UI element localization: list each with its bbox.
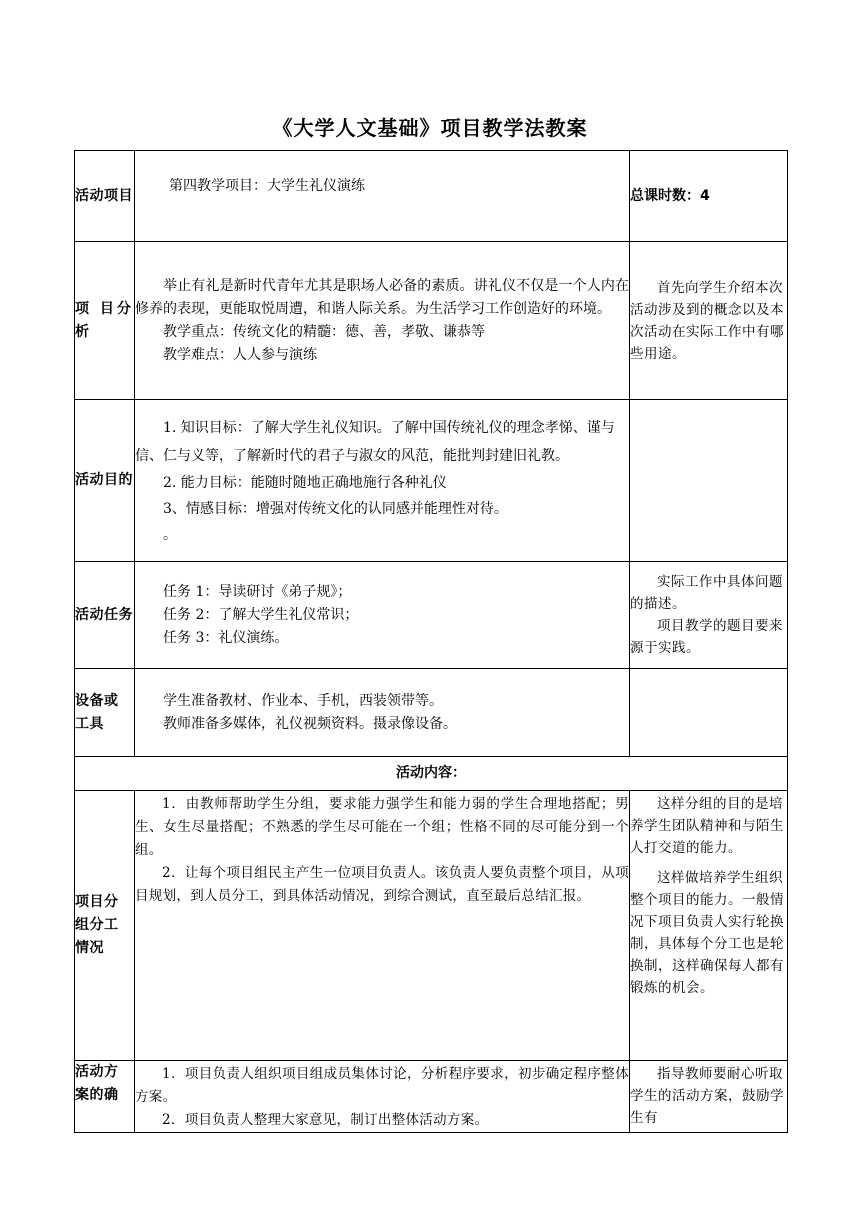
- total-hours-label: 总课时数：4: [630, 187, 710, 204]
- task-item: 任务 2：了解大学生礼仪常识；: [163, 606, 359, 623]
- note-text: 指导教师要耐心听取学生的活动方案，鼓励学生有: [630, 1066, 784, 1126]
- total-hours: [630, 151, 788, 242]
- row-label: 活动方案的确: [75, 1061, 135, 1133]
- row-plan: [75, 1061, 788, 1133]
- grouping-note: [630, 791, 788, 1061]
- knowledge-goal: 1. 知识目标：了解大学生礼仪知识。了解中国传统礼仪的理念孝悌、谨与信、仁与义等，了解新时代的君子与淑女的风范，能批判封建旧礼教。: [135, 419, 615, 464]
- row-label: 活动项目: [75, 151, 135, 242]
- note-text: 这样做培养学生组织整个项目的能力。一般情况下项目负责人实行轮换制，具体每个分工也是轮换制，这样确保每人都有锻炼的机会。: [630, 870, 784, 996]
- equipment-item: 教师准备多媒体，礼仪视频资料。摄录像设备。: [163, 715, 457, 732]
- row-equipment: [75, 669, 788, 757]
- tasks-content: [135, 562, 630, 669]
- note-text: 这样分组的目的是培养学生团队精神和与陌生人打交道的能力。: [630, 796, 784, 856]
- activity-content-header: 活动内容：: [75, 757, 788, 791]
- row-label: 活动任务: [75, 562, 135, 669]
- tasks-note: [630, 562, 788, 669]
- plan-step: 1．项目负责人组织项目组成员集体讨论，分析程序要求，初步确定程序整体方案。: [135, 1066, 629, 1105]
- teaching-focus: 教学重点：传统文化的精髓：德、善，孝敬、谦恭等: [163, 323, 485, 340]
- emotion-goal: 3、情感目标：增强对传统文化的认同感并能理性对待。: [163, 500, 508, 517]
- project-content: [135, 151, 630, 242]
- trailing-mark: 。: [163, 526, 177, 543]
- purpose-note: [630, 400, 788, 562]
- page-title: 《大学人文基础》项目教学法教案: [272, 116, 588, 140]
- row-label: 设备或工具: [75, 669, 135, 757]
- note-text: 项目教学的题目要来源于实践。: [630, 618, 783, 656]
- analysis-content: [135, 242, 630, 400]
- row-activity-purpose: [75, 400, 788, 562]
- row-label: 活动目的: [75, 400, 135, 562]
- plan-note: [630, 1061, 788, 1133]
- plan-content: [135, 1061, 630, 1133]
- equipment-content: [135, 669, 630, 757]
- row-label: 项 目分析: [75, 242, 135, 400]
- plan-step: 2．项目负责人整理大家意见，制订出整体活动方案。: [162, 1112, 489, 1128]
- grouping-content: [135, 791, 630, 1061]
- ability-goal: 2. 能力目标：能随时随地正确地施行各种礼仪: [163, 474, 447, 491]
- row-activity-tasks: [75, 562, 788, 669]
- equipment-note: [630, 669, 788, 757]
- grouping-step: 2．让每个项目组民主产生一位项目负责人。该负责人要负责整个项目，从项目规划，到人员分工，到具体活动情况，到综合测试，直至最后总结汇报。: [135, 865, 629, 904]
- row-activity-project: [75, 151, 788, 242]
- task-item: 任务 1：导读研讨《弟子规》；: [163, 583, 352, 600]
- note-text: 实际工作中具体问题的描述。: [630, 574, 783, 612]
- row-grouping: [75, 791, 788, 1061]
- purpose-content: [135, 400, 630, 562]
- task-item: 任务 3：礼仪演练。: [163, 629, 289, 646]
- row-project-analysis: [75, 242, 788, 400]
- row-label: 项目分组分工情况: [75, 791, 135, 1061]
- row-content-header: [75, 757, 788, 791]
- project-name: 第四教学项目：大学生礼仪演练: [169, 178, 365, 194]
- teaching-difficulty: 教学难点：人人参与演练: [163, 346, 317, 363]
- note-text: 首先向学生介绍本次活动涉及到的概念以及本次活动在实际工作中有哪些用途。: [630, 279, 784, 362]
- analysis-paragraph: 举止有礼是新时代青年尤其是职场人必备的素质。讲礼仪不仅是一个人内在修养的表现，更能取悦周遭，和谐人际关系。为生活学习工作创造好的环境。: [135, 277, 629, 317]
- grouping-step: 1．由教师帮助学生分组，要求能力强学生和能力弱的学生合理地搭配；男生、女生尽量搭配；不熟悉的学生尽可能在一个组；性格不同的尽可能分到一个组。: [135, 796, 629, 858]
- analysis-note: [630, 242, 788, 400]
- equipment-item: 学生准备教材、作业本、手机，西装领带等。: [163, 692, 443, 709]
- lesson-plan-table: [74, 150, 788, 1133]
